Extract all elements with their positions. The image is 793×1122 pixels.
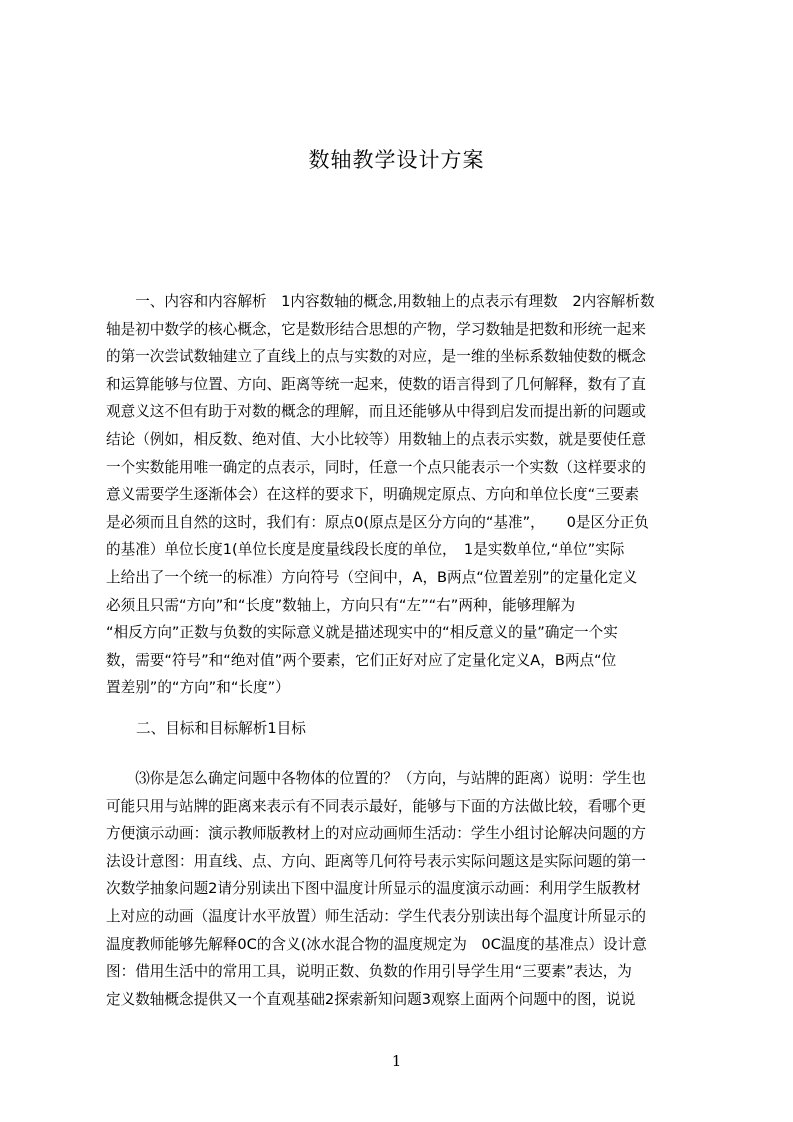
text-line: 结论（例如，相反数、绝对值、大小比较等）用数轴上的点表示实数，就是要使任意 xyxy=(106,430,646,448)
text-line: 和运算能够与位置、方向、距离等统一起来，使数的语言得到了几何解释，数有了直 xyxy=(106,375,646,393)
text-line: 观意义这不但有助于对数的概念的理解，而且还能够从中得到启发而提出新的问题或 xyxy=(106,403,646,421)
text-line: 方便演示动画：演示教师版教材上的对应动画师生活动：学生小组讨论解决问题的方 xyxy=(106,825,646,843)
text-line: ⑶你是怎么确定问题中各物体的位置的？（方向，与站牌的距离）说明：学生也 xyxy=(106,770,646,787)
text-line: 可能只用与站牌的距离来表示有不同表示最好，能够与下面的方法做比较，看哪个更 xyxy=(106,797,646,815)
text-line: 置差别”的“方向”和“长度”） xyxy=(106,679,290,697)
section-heading-goals: 二、目标和目标解析1目标 xyxy=(136,720,306,737)
text-line: 轴是初中数学的核心概念，它是数形结合思想的产物，学习数轴是把数和形统一起来 xyxy=(106,320,646,338)
text-line: 图：借用生活中的常用工具，说明正数、负数的作用引导学生用“三要素”表达，为 xyxy=(106,963,632,981)
section-teaching-process xyxy=(106,765,700,1013)
document-title: 数轴教学设计方案 xyxy=(308,148,485,172)
text-line: 次数学抽象问题2请分别读出下图中温度计所显示的温度演示动画：利用学生版教材 xyxy=(106,880,641,898)
text-line: 一、内容和内容解析 1内容数轴的概念,用数轴上的点表示有理数 2内容解析数 xyxy=(106,293,655,310)
text-line: 必须且只需“方向”和“长度”数轴上，方向只有“左”“右”两种，能够理解为 xyxy=(106,596,576,614)
text-line: 法设计意图：用直线、点、方向、距离等几何符号表示实际问题这是实际问题的第一 xyxy=(106,852,646,870)
text-line: 上对应的动画（温度计水平放置）师生活动：学生代表分别读出每个温度计所显示的 xyxy=(106,907,646,925)
text-line: 数，需要“符号”和“绝对值”两个要素，它们正好对应了定量化定义A，B两点“位 xyxy=(106,651,617,669)
text-line: 是必须而且自然的这时，我们有：原点0(原点是区分方向的“基准”， 0是区分正负 xyxy=(106,513,649,531)
text-line: 的第一次尝试数轴建立了直线上的点与实数的对应，是一维的坐标系数轴使数的概念 xyxy=(106,348,646,366)
text-line: 一个实数能用唯一确定的点表示，同时，任意一个点只能表示一个实数（这样要求的 xyxy=(106,458,646,476)
text-line: 的基准）单位长度1(单位长度是度量线段长度的单位， 1是实数单位,“单位”实际 xyxy=(106,541,625,559)
text-line: 定义数轴概念提供又一个直观基础2探索新知问题3观察上面两个问题中的图，说说 xyxy=(106,990,636,1008)
text-line: 意义需要学生逐渐体会）在这样的要求下，明确规定原点、方向和单位长度“三要素 xyxy=(106,486,639,504)
text-line: 温度教师能够先解释0C的含义(冰水混合物的温度规定为 0C温度的基准点）设计意 xyxy=(106,935,647,953)
text-line: “相反方向”正数与负数的实际意义就是描述现实中的“相反意义的量”确定一个实 xyxy=(106,624,618,642)
section-content-analysis xyxy=(106,288,700,702)
page-number: 1 xyxy=(391,1052,402,1070)
text-line: 上给出了一个统一的标准）方向符号（空间中，A，B两点“位置差别”的定量化定义 xyxy=(106,568,638,586)
